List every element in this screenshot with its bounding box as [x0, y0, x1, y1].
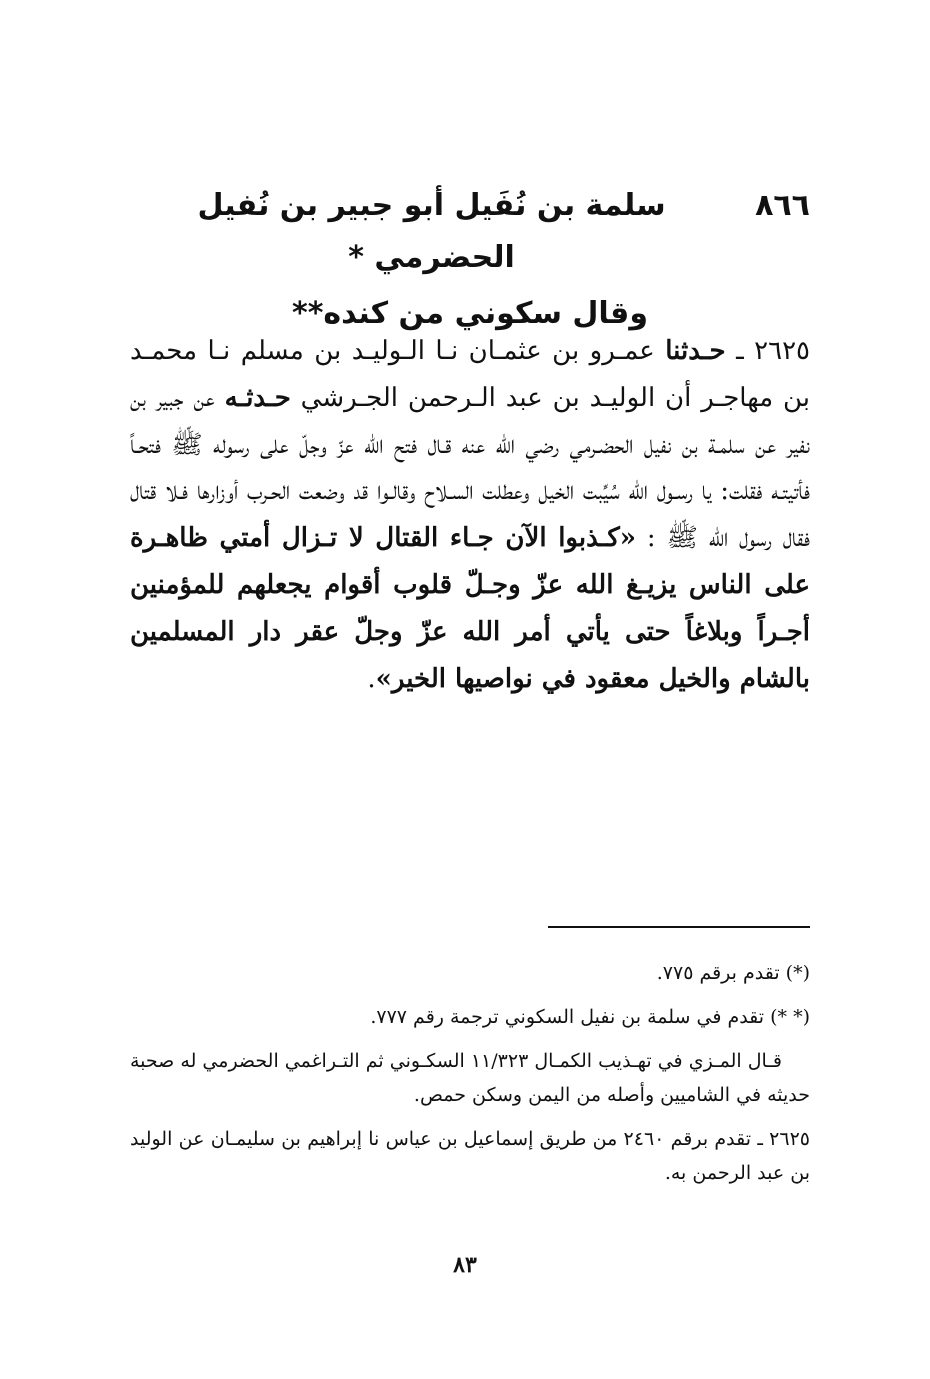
hadith-paragraph: [130, 328, 810, 702]
hadith-ending: .: [367, 663, 376, 694]
hadith-number: ٢٦٢٥ ـ: [736, 336, 811, 366]
footnote-4: ٢٦٢٥ ـ تقدم برقم ٢٤٦٠ من طريق إسماعيل بن عياس نا إبراهيم بن سليمـان عن الوليد بن عبد الرحمن به.: [130, 1128, 810, 1184]
footnote-3: قـال المـزي في تهـذيب الكمـال ١١/٣٢٣ السكـوني ثم التـراغمي الحضرمي له صحبة حديثه في الشاميين وأصله من اليمن وسكن حمص.: [130, 1050, 810, 1106]
entry-heading: [130, 180, 810, 344]
footnotes: [130, 956, 810, 1200]
entry-title-line: [130, 180, 810, 284]
hadith-quote: «كـذبوا الآن جـاء القتال لا تـزال أمتي ظاهـرة على الناس يزيـغ الله عزّ وجـلّ قلوب أقوام يجعلهم للمؤمنين أجـراً وبلاغاً حتى يأتي أمر الله عزّ وجلّ عقر دار المسلمين بالشام والخيل معقود في نواصيها الخير»: [130, 523, 810, 694]
footnote-1: (*) تقدم برقم ٧٧٥.: [656, 962, 810, 984]
entry-subtitle: وقال سكوني من كنده**: [292, 296, 648, 331]
entry-number: ٨٦٦: [755, 188, 810, 223]
page-number: ٨٣: [453, 1252, 477, 1278]
hadith-haddathana: حـدثنا: [665, 336, 726, 366]
footnote-divider: [548, 926, 810, 928]
footnote-2: (* *) تقدم في سلمة بن نفيل السكوني ترجمة رقم ٧٧٧.: [370, 1006, 810, 1028]
hadith-text-part1: عمـرو بن عثمـان نـا الـوليـد بن مسلم نـا محمـد بن مهاجـر أن الوليـد بن عبد الـرحمن الجـرشي: [130, 336, 811, 413]
hadith-haddathahu: حـدثـه: [224, 382, 291, 413]
entry-title: سلمة بن نُفَيل أبو جبير بن نُفيل الحضرمي *: [197, 188, 666, 275]
hadith-text-part2: عن جبير بن نفير عن سلمـة بن نفيل الحضـرمي رضي الله عنه قـال فتح الله عزّ وجلّ على رسوله ﷺ فتحـاً فأتيتـه فقلت: يا رسـول الله سُيِّبت الخيل وعطلت السـلاح وقالـوا قد وضعت الحـرب أوزارها فـلا قتال فقال رسول الله ﷺ :: [130, 382, 811, 554]
